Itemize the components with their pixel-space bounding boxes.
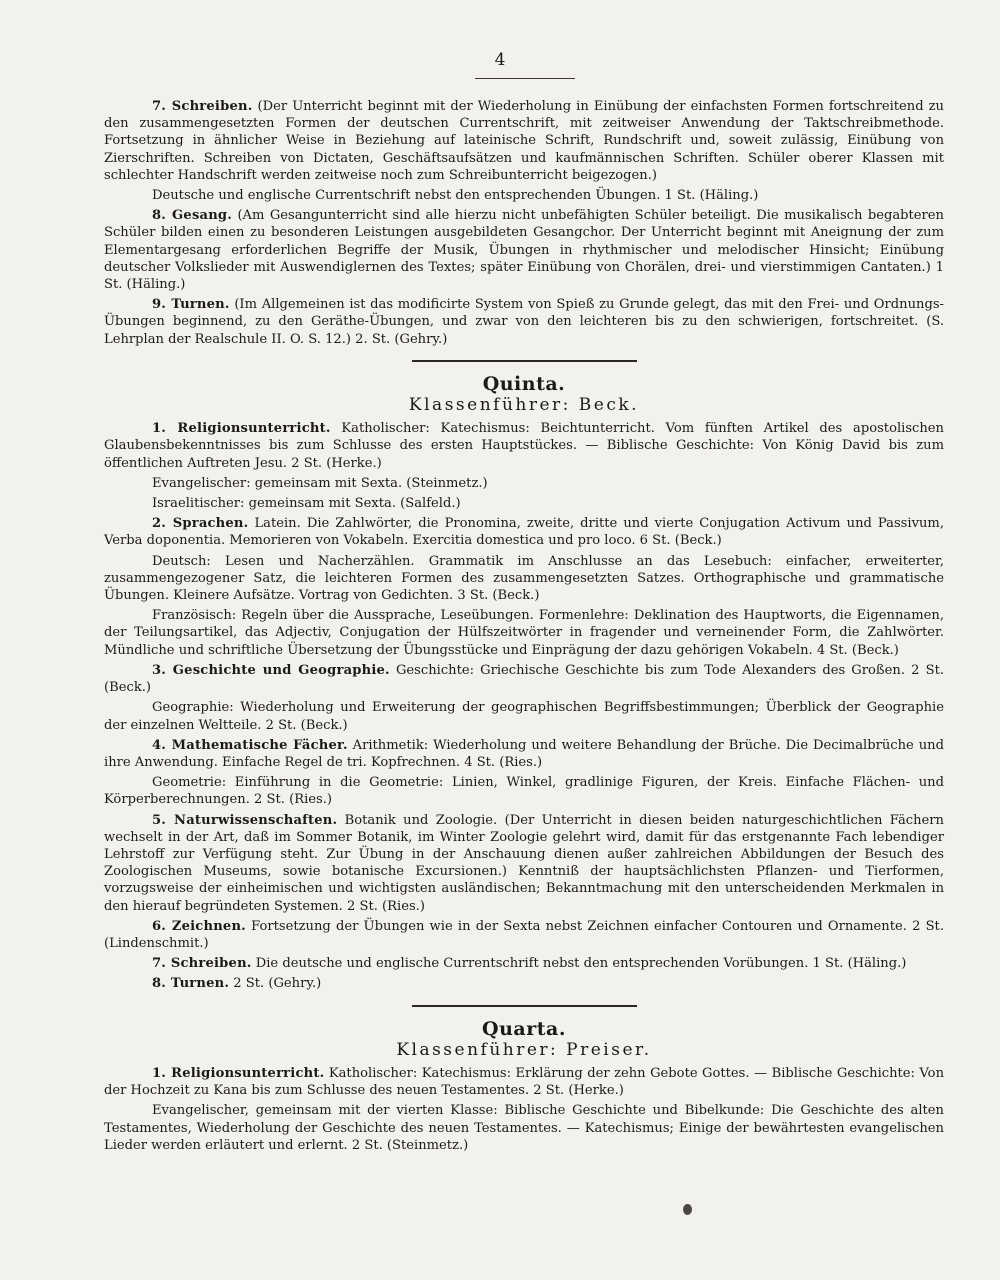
paragraph <box>104 955 944 972</box>
paragraph <box>104 662 944 696</box>
entry-label: 5. Naturwissenschaften. <box>152 812 338 828</box>
paragraph <box>104 98 944 184</box>
paragraph <box>104 774 944 808</box>
paragraph <box>104 420 944 472</box>
entry-text: Fortsetzung der Übungen wie in der Sexta nebst Zeichnen einfacher Contouren und Ornamente. 2 St. (Lindenschmit.) <box>104 918 944 951</box>
paragraph <box>104 699 944 733</box>
entry-label: 1. Religionsunterricht. <box>152 1065 325 1081</box>
entry-text: Deutsche und englische Currentschrift nebst den entsprechenden Übungen. 1 St. (Häling.) <box>152 188 759 204</box>
entry-text: Französisch: Regeln über die Aussprache, Leseübungen. Formenlehre: Deklination des Hauptworts, die Eigennamen, der Teilungsartikel, das Adjectiv, Conjugation der Hülfszeitwörter in fragender und verneinender Form, die Zahlwörter. Mündliche und schriftliche Übersetzung der Übungsstücke und Einprägung der dazu gehörigen Vokabeln. 4 St. (Beck.) <box>104 608 944 658</box>
entry-text: Botanik und Zoologie. (Der Unterricht in diesen beiden naturgeschichtlichen Fächern wechselt in der Art, daß im Sommer Botanik, im Winter Zoologie gelehrt wird, damit für das erstgenannte Fach lebendiger Lehrstoff zur Verfügung steht. Zur Übung in der Anschauung dienen außer zahlreichen Abbildungen der Besuch des Zoologischen Museums, sowie botanische Excursionen.) Kenntniß der hauptsächlichsten Pflanzen- und Tierformen, vorzugsweise der einheimischen und wichtigsten ausländischen; Bekanntmachung mit den unterscheidenden Merkmalen in den hierauf begründeten Systemen. 2 St. (Ries.) <box>104 812 944 914</box>
paragraph <box>104 1102 944 1154</box>
entry-label: 8. Turnen. <box>152 976 230 992</box>
quinta-section <box>104 372 944 993</box>
entry-label: 7. Schreiben. <box>152 956 252 972</box>
entry-text: Die deutsche und englische Currentschrift nebst den entsprechenden Vorübungen. 1 St. (Häling.) <box>255 956 907 972</box>
section-divider <box>412 360 637 362</box>
entry-text: Katholischer: Katechismus: Beichtunterricht. Vom fünften Artikel des apostolischen Glaubensbekenntnisses bis zum Schlusse des ersten Hauptstückes. — Biblische Geschichte: Von König David bis zum öffentlichen Auftreten Jesu. 2 St. (Herke.) <box>104 421 944 471</box>
entry-text: Katholischer: Katechismus: Erklärung der zehn Gebote Gottes. — Biblische Geschichte: Von der Hochzeit zu Kana bis zum Schlusse des neuen Testamentes. 2 St. (Herke.) <box>104 1065 944 1099</box>
paragraph <box>104 737 944 771</box>
section-title-quinta: Quinta. <box>482 372 566 395</box>
entry-text: (Am Gesangunterricht sind alle hierzu nicht unbefähigten Schüler beteiligt. Die musikalisch begabteren Schüler bilden einen zu besonderen Leistungen ausgebildeten Gesangchor. Der Unterricht beginnt mit Aneignung der zum Elementargesang erforderlichen Begriffe der Musik, Übungen in rhythmischer und melodischer Hinsicht; Einübung deutscher Volkslieder mit Auswendiglernen des Textes; später Einübung von Chorälen, drei- und vierstimmigen Cantaten.) 1 St. (Häling.) <box>104 208 944 293</box>
paragraph <box>104 187 944 204</box>
quarta-section <box>104 1017 944 1154</box>
page-number: 4 <box>494 50 506 70</box>
entry-text: Evangelischer, gemeinsam mit der vierten Klasse: Biblische Geschichte und Bibelkunde: Die Geschichte des alten Testamentes, Wiederholung der Geschichte des neuen Testamentes. — Katechismus; Einige der bewährtesten evangelischen Lieder werden erläutert und erlernt. 2 St. (Steinmetz.) <box>104 1103 944 1153</box>
entry-text: Deutsch: Lesen und Nacherzählen. Grammatik im Anschlusse an das Lesebuch: einfacher, erweiterter, zusammengezogener Satz, die leichteren Formen des zusammengesetzten Satzes. Orthographische und grammatische Übungen. Kleinere Aufsätze. Vortrag von Gedichten. 3 St. (Beck.) <box>104 553 944 604</box>
entry-text: 2 St. (Gehry.) <box>233 976 322 992</box>
entry-text: Arithmetik: Wiederholung und weitere Behandlung der Brüche. Die Decimalbrüche und ihre Anwendung. Einfache Regel de tri. Kopfrechnen. 4 St. (Ries.) <box>104 737 944 770</box>
entry-label: 6. Zeichnen. <box>152 918 246 934</box>
entry-label: 7. Schreiben. <box>152 99 253 114</box>
entry-label: 1. Religionsunterricht. <box>152 421 331 437</box>
entry-text: Geometrie: Einführung in die Geometrie: Linien, Winkel, gradlinige Figuren, der Kreis. Einfache Flächen- und Körperberechnungen. 2 St. (Ries.) <box>104 775 944 808</box>
paragraph <box>104 515 944 549</box>
paragraph <box>104 207 944 293</box>
paragraph <box>104 975 944 992</box>
section-divider <box>412 1005 637 1007</box>
entry-text: Latein. Die Zahlwörter, die Pronomina, zweite, dritte und vierte Conjugation Activum und Passivum, Verba doponentia. Memorieren von Vokabeln. Exercitia domestica und pro loco. 6 St. (Beck.) <box>104 516 944 549</box>
paragraph <box>104 1065 944 1099</box>
entry-text: Geschichte: Griechische Geschichte bis zum Tode Alexanders des Großen. 2 St. (Beck.) <box>104 662 944 696</box>
entry-text: Geographie: Wiederholung und Erweiterung der geographischen Begriffsbestimmungen; Überblick der Geographie der einzelnen Weltteile. 2 St. (Beck.) <box>104 700 944 733</box>
paragraph <box>104 812 944 915</box>
paragraph <box>104 296 944 348</box>
class-teacher-quinta: Klassenführer: Beck. <box>408 395 640 416</box>
class-teacher-quarta: Klassenführer: Preiser. <box>396 1039 652 1060</box>
page-body <box>104 98 944 1157</box>
paragraph <box>104 495 944 512</box>
ink-blot <box>683 1204 692 1215</box>
entry-label: 8. Gesang. <box>152 208 233 224</box>
paragraph <box>104 607 944 659</box>
entry-text: Israelitischer: gemeinsam mit Sexta. (Salfeld.) <box>152 496 461 512</box>
paragraph <box>104 918 944 952</box>
section-title-quarta: Quarta. <box>482 1017 566 1040</box>
entry-text: (Der Unterricht beginnt mit der Wiederholung in Einübung der einfachsten Formen fortschreitend zu den zusammengesetzten Formen der deutschen Currentschrift, mit zeitweiser Anwendung der Taktschreibmethode. Fortsetzung in ähnlicher Weise in Beziehung auf lateinische Schrift, Rundschrift und, soweit zulässig, Einübung von Zierschriften. Schreiben von Dictaten, Geschäftsaufsätzen und kaufmännischen Schriften. Schüler oberer Klassen mit schlechter Handschrift werden zeitweise noch zum Schreibunterricht beigezogen.) <box>104 99 944 183</box>
entry-label: 4. Mathematische Fächer. <box>152 737 348 753</box>
entry-label: 2. Sprachen. <box>152 516 249 532</box>
entry-label: 9. Turnen. <box>152 297 230 313</box>
paragraph <box>104 475 944 492</box>
paragraph <box>104 553 944 605</box>
entry-text: (Im Allgemeinen ist das modificirte System von Spieß zu Grunde gelegt, das mit den Frei- und Ordnungs-Übungen beginnend, zu den Geräthe-Übungen, und zwar von den leichteren bis zu den schwierigen, fortschreitet. (S. Lehrplan der Realschule II. O. S. 12.) 2. St. (Gehry.) <box>104 297 944 347</box>
entry-text: Evangelischer: gemeinsam mit Sexta. (Steinmetz.) <box>152 475 488 491</box>
entry-label: 3. Geschichte und Geographie. <box>152 662 390 678</box>
top-section <box>104 98 944 348</box>
header-rule <box>475 78 575 79</box>
